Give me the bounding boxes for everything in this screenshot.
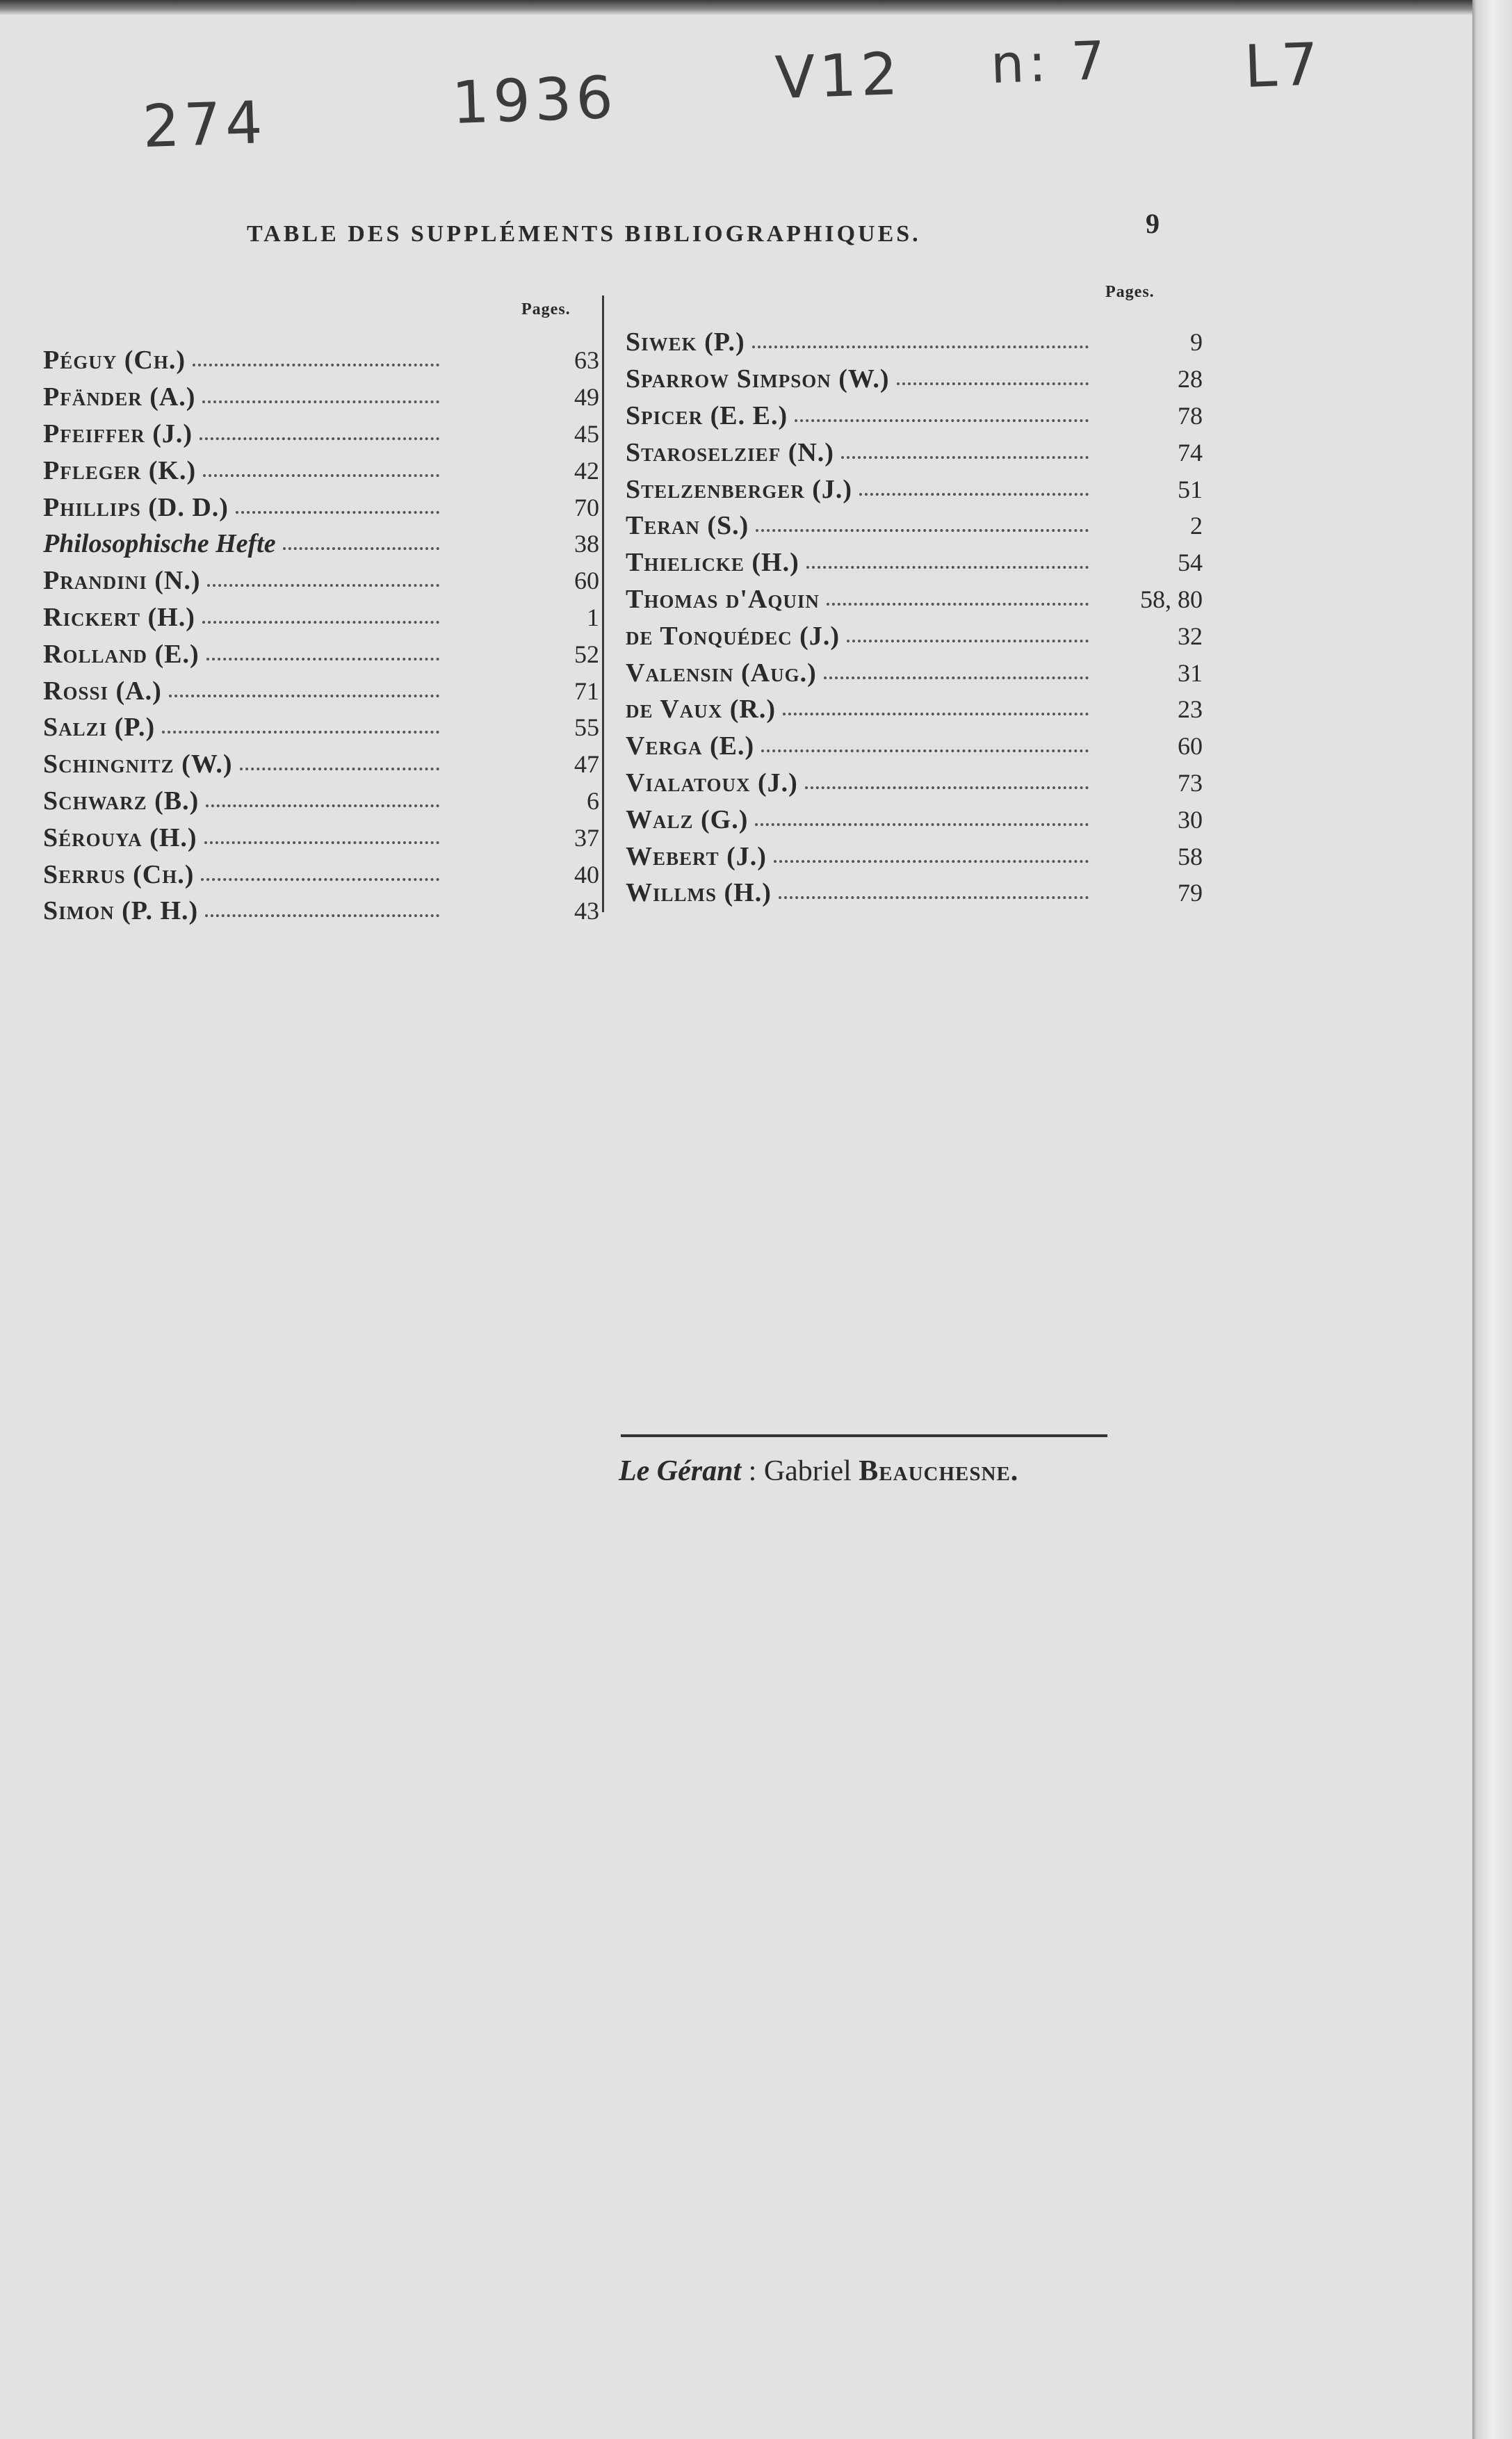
index-entry bbox=[43, 672, 599, 709]
dot-leader bbox=[779, 896, 1089, 899]
entry-name: Sérouya (H.) bbox=[43, 823, 197, 852]
dot-leader bbox=[206, 804, 439, 807]
entry-name: Schwarz (B.) bbox=[43, 786, 200, 816]
index-entry bbox=[626, 838, 1203, 875]
page-number: 9 bbox=[1146, 208, 1160, 239]
index-entry bbox=[626, 581, 1203, 618]
entry-page-number: 55 bbox=[574, 713, 599, 742]
entry-name: Pfleger (K.) bbox=[43, 455, 197, 485]
index-entry bbox=[626, 654, 1203, 691]
entry-name: Phillips (D. D.) bbox=[43, 492, 229, 522]
entry-name: Staroselzief (N.) bbox=[626, 437, 834, 467]
entry-page-number: 60 bbox=[574, 567, 599, 595]
dot-leader bbox=[755, 823, 1089, 826]
entry-name: Verga (E.) bbox=[626, 731, 755, 761]
entry-page-number: 42 bbox=[574, 456, 599, 485]
entry-name: Prandini (N.) bbox=[43, 566, 201, 596]
dot-leader bbox=[201, 878, 439, 881]
index-entry bbox=[43, 783, 599, 820]
index-entry bbox=[626, 728, 1203, 765]
entry-name: Péguy (Ch.) bbox=[43, 346, 186, 375]
signature-label: Le Gérant bbox=[619, 1455, 742, 1487]
index-entry bbox=[626, 875, 1203, 911]
index-entry bbox=[626, 801, 1203, 838]
entry-page-number: 6 bbox=[587, 786, 599, 815]
entry-name: Teran (S.) bbox=[626, 511, 749, 541]
entry-name: Webert (J.) bbox=[626, 841, 767, 871]
dot-leader bbox=[236, 511, 439, 514]
entry-name: Sparrow Simpson (W.) bbox=[626, 364, 890, 394]
entry-page-number: 9 bbox=[1190, 328, 1203, 357]
entry-page-number: 2 bbox=[1190, 512, 1203, 540]
entry-name: de Vaux (R.) bbox=[626, 695, 777, 724]
index-entry bbox=[43, 635, 599, 672]
entry-page-number: 28 bbox=[1178, 365, 1203, 394]
dot-leader bbox=[283, 547, 439, 550]
index-entry bbox=[626, 434, 1203, 471]
index-entry bbox=[43, 599, 599, 636]
entry-name: Pfeiffer (J.) bbox=[43, 419, 193, 448]
dot-leader bbox=[752, 346, 1089, 348]
index-entry bbox=[626, 765, 1203, 802]
entry-page-number: 23 bbox=[1178, 695, 1203, 724]
index-entry bbox=[626, 617, 1203, 654]
entry-page-number: 47 bbox=[574, 750, 599, 779]
dot-leader bbox=[806, 566, 1089, 569]
index-entry bbox=[626, 471, 1203, 508]
index-entry bbox=[43, 342, 599, 379]
entry-name: Simon (P. H.) bbox=[43, 896, 199, 926]
entry-name: Salzi (P.) bbox=[43, 713, 156, 743]
index-entry bbox=[43, 379, 599, 416]
entry-page-number: 63 bbox=[574, 346, 599, 375]
entry-name: Pfänder (A.) bbox=[43, 382, 196, 412]
entry-page-number: 1 bbox=[587, 603, 599, 631]
handwritten-note: 1936 bbox=[450, 63, 619, 138]
entry-page-number: 43 bbox=[574, 897, 599, 925]
index-entry bbox=[626, 324, 1203, 361]
dot-leader bbox=[897, 382, 1089, 385]
entry-page-number: 31 bbox=[1178, 658, 1203, 687]
entry-name: Siwek (P.) bbox=[626, 327, 745, 357]
entry-name: Vialatoux (J.) bbox=[626, 768, 798, 797]
entry-name: Thielicke (H.) bbox=[626, 548, 799, 578]
index-entry bbox=[43, 526, 599, 562]
dot-leader bbox=[756, 529, 1089, 532]
dot-leader bbox=[203, 474, 439, 477]
entry-page-number: 40 bbox=[574, 860, 599, 889]
index-entry bbox=[43, 562, 599, 599]
dot-leader bbox=[205, 914, 439, 917]
entry-page-number: 60 bbox=[1178, 732, 1203, 761]
index-entry bbox=[626, 361, 1203, 398]
handwritten-note: n: 7 bbox=[989, 29, 1110, 95]
entry-page-number: 73 bbox=[1178, 768, 1203, 797]
entry-page-number: 70 bbox=[574, 493, 599, 521]
signature-rule bbox=[621, 1434, 1107, 1437]
index-entry bbox=[43, 709, 599, 746]
entry-name: Serrus (Ch.) bbox=[43, 859, 195, 889]
signature-last-name: Beauchesne. bbox=[859, 1455, 1019, 1487]
index-entry bbox=[43, 893, 599, 930]
entry-page-number: 78 bbox=[1178, 401, 1203, 430]
dot-leader bbox=[847, 640, 1089, 642]
entry-name: Rickert (H.) bbox=[43, 602, 195, 632]
entry-page-number: 58 bbox=[1178, 842, 1203, 870]
entry-page-number: 79 bbox=[1178, 879, 1203, 907]
column-header-left: Pages. bbox=[521, 300, 571, 318]
signature-separator: : bbox=[741, 1455, 764, 1487]
entry-name: Rossi (A.) bbox=[43, 676, 162, 706]
index-entry bbox=[43, 416, 599, 453]
index-entry bbox=[626, 544, 1203, 581]
entry-name: Valensin (Aug.) bbox=[626, 658, 817, 688]
dot-leader bbox=[783, 713, 1089, 715]
entry-page-number: 54 bbox=[1178, 549, 1203, 577]
entry-name: Stelzenberger (J.) bbox=[626, 474, 853, 504]
dot-leader bbox=[805, 786, 1089, 789]
dot-leader bbox=[169, 695, 439, 697]
entry-name: Philosophische Hefte bbox=[43, 529, 276, 559]
dot-leader bbox=[795, 419, 1089, 422]
index-entry bbox=[43, 746, 599, 783]
dot-leader bbox=[162, 731, 439, 734]
entry-page-number: 49 bbox=[574, 383, 599, 412]
index-column-left bbox=[43, 342, 599, 930]
column-divider bbox=[602, 295, 604, 912]
entry-page-number: 74 bbox=[1178, 438, 1203, 467]
entry-name: de Tonquédec (J.) bbox=[626, 621, 840, 651]
dot-leader bbox=[761, 749, 1089, 752]
index-entry bbox=[43, 856, 599, 893]
dot-leader bbox=[204, 841, 439, 844]
index-column-right bbox=[626, 324, 1203, 911]
index-entry bbox=[626, 398, 1203, 435]
dot-leader bbox=[206, 658, 439, 661]
entry-name: Thomas d'Aquin bbox=[626, 584, 820, 614]
page-title: TABLE DES SUPPLÉMENTS BIBLIOGRAPHIQUES. bbox=[247, 221, 921, 247]
entry-page-number: 45 bbox=[574, 419, 599, 448]
index-entry bbox=[43, 489, 599, 526]
entry-name: Rolland (E.) bbox=[43, 639, 200, 669]
handwritten-note: V12 bbox=[774, 39, 904, 113]
entry-page-number: 37 bbox=[574, 823, 599, 852]
entry-page-number: 51 bbox=[1178, 475, 1203, 503]
dot-leader bbox=[827, 603, 1089, 606]
dot-leader bbox=[824, 676, 1089, 679]
dot-leader bbox=[207, 584, 439, 587]
page-right-edge bbox=[1472, 0, 1512, 2439]
handwritten-note: 274 bbox=[141, 88, 268, 161]
dot-leader bbox=[202, 400, 439, 403]
entry-page-number: 58, 80 bbox=[1140, 585, 1203, 613]
entry-name: Schingnitz (W.) bbox=[43, 749, 233, 779]
handwritten-note: L7 bbox=[1243, 30, 1324, 101]
entry-name: Spicer (E. E.) bbox=[626, 400, 788, 430]
dot-leader bbox=[240, 768, 440, 770]
entry-name: Walz (G.) bbox=[626, 804, 749, 834]
index-entry bbox=[626, 691, 1203, 728]
column-header-right: Pages. bbox=[1105, 283, 1155, 301]
index-entry bbox=[43, 819, 599, 856]
index-entry bbox=[43, 452, 599, 489]
dot-leader bbox=[202, 621, 439, 624]
entry-page-number: 30 bbox=[1178, 805, 1203, 834]
dot-leader bbox=[774, 860, 1089, 863]
dot-leader bbox=[200, 437, 439, 440]
index-entry bbox=[626, 508, 1203, 544]
dot-leader bbox=[841, 456, 1089, 459]
entry-page-number: 32 bbox=[1178, 622, 1203, 650]
entry-page-number: 52 bbox=[574, 640, 599, 668]
dot-leader bbox=[859, 493, 1089, 496]
signature bbox=[619, 1455, 1018, 1488]
signature-first-name: Gabriel bbox=[763, 1455, 859, 1487]
entry-page-number: 38 bbox=[574, 530, 599, 558]
entry-name: Willms (H.) bbox=[626, 878, 772, 908]
dot-leader bbox=[193, 364, 439, 366]
scan-top-shadow bbox=[0, 0, 1512, 15]
entry-page-number: 71 bbox=[574, 676, 599, 705]
